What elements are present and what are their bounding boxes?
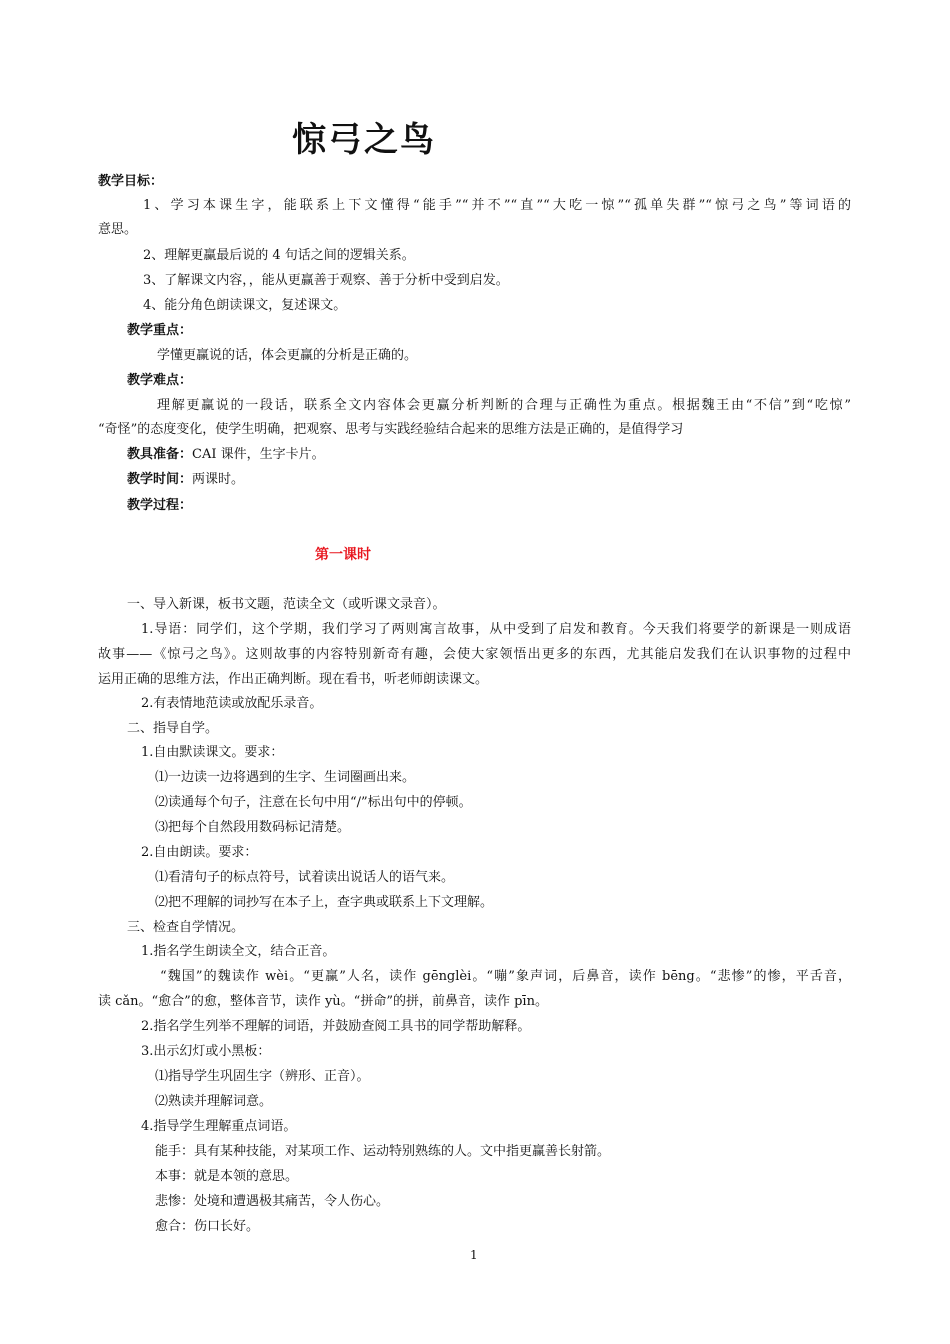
section-2-item-1: 1.自由默读课文。要求： — [141, 745, 284, 760]
teaching-time — [127, 468, 244, 492]
section-1-item-1-line-1: 1.导语：同学们，这个学期，我们学习了两则寓言故事，从中受到了启发和教育。今天我们将要学的新课是一则成语 — [141, 622, 851, 637]
section-1-item-2: 2.有表情地范读或放配乐录音。 — [141, 696, 323, 711]
teaching-aids-value: CAI 课件，生字卡片。 — [192, 447, 325, 462]
pronunciation-line-2: 读 cǎn。“愈合”的愈，整体音节，读作 yù。“拼命”的拼，前鼻音，读作 pīn。 — [98, 994, 548, 1009]
section-2-heading: 二、指导自学。 — [127, 721, 219, 736]
objective-4: 4、能分角色朗读课文，复述课文。 — [143, 298, 347, 313]
section-2-item-2-a: ⑴看清句子的标点符号，试着读出说话人的语气来。 — [155, 870, 455, 885]
teaching-time-value: 两课时。 — [192, 472, 245, 487]
teaching-process-heading: 教学过程： — [127, 498, 193, 513]
section-3-item-1: 1.指名学生朗读全文，结合正音。 — [141, 944, 336, 959]
section-2-item-1-c: ⑶把每个自然段用数码标记清楚。 — [155, 820, 351, 835]
page-number: 1 — [470, 1248, 478, 1262]
section-1-item-1-line-2: 故事——《惊弓之鸟》。这则故事的内容特别新奇有趣，会使大家领悟出更多的东西，尤其能启发我们在认识事物的过程中 — [98, 647, 851, 662]
section-2-item-2-b: ⑵把不理解的词抄写在本子上，查字典或联系上下文理解。 — [155, 895, 494, 910]
objective-1-line-2: 意思。 — [98, 222, 138, 237]
lesson-title: 第一课时 — [315, 547, 371, 563]
teaching-aids — [127, 443, 325, 467]
key-point-text: 学懂更赢说的话，体会更赢的分析是正确的。 — [157, 348, 418, 363]
word-definition-3: 悲惨：处境和遭遇极其痛苦，令人伤心。 — [155, 1194, 390, 1209]
section-2-item-2: 2.自由朗读。要求： — [141, 845, 258, 860]
section-3-heading: 三、检查自学情况。 — [127, 920, 245, 935]
objective-2: 2、理解更赢最后说的 4 句话之间的逻辑关系。 — [143, 248, 415, 263]
section-3-item-4: 4.指导学生理解重点词语。 — [141, 1119, 297, 1134]
pronunciation-line-1: “魏国”的魏读作 wèi。“更赢”人名，读作 gēnglèi。“嘣”象声词，后鼻音，读作 bēng。“悲惨”的惨，平舌音， — [160, 969, 851, 984]
section-3-item-3-b: ⑵熟读并理解词意。 — [155, 1094, 273, 1109]
section-2-item-1-a: ⑴一边读一边将遇到的生字、生词圈画出来。 — [155, 770, 416, 785]
difficulty-line-1: 理解更赢说的一段话，联系全文内容体会更赢分析判断的合理与正确性为重点。根据魏王由“不信”到“吃惊” — [157, 398, 851, 413]
section-3-item-2: 2.指名学生列举不理解的词语，并鼓励查阅工具书的同学帮助解释。 — [141, 1019, 531, 1034]
section-3-item-3-a: ⑴指导学生巩固生字（辨形、正音）。 — [155, 1069, 370, 1084]
difficulty-heading: 教学难点： — [127, 373, 193, 388]
document-title: 惊弓之鸟 — [292, 120, 436, 160]
section-3-item-3: 3.出示幻灯或小黑板： — [141, 1044, 271, 1059]
word-definition-2: 本事：就是本领的意思。 — [155, 1169, 299, 1184]
word-definition-4: 愈合：伤口长好。 — [155, 1219, 260, 1234]
objectives-heading: 教学目标： — [98, 174, 164, 189]
word-definition-1: 能手：具有某种技能，对某项工作、运动特别熟练的人。文中指更赢善长射箭。 — [155, 1144, 611, 1159]
difficulty-line-2: “奇怪”的态度变化，使学生明确，把观察、思考与实践经验结合起来的思维方法是正确的，是值得学习 — [98, 422, 684, 437]
section-2-item-1-b: ⑵读通每个句子，注意在长句中用“/”标出句中的停顿。 — [155, 795, 472, 810]
objective-3: 3、了解课文内容，，能从更赢善于观察、善于分析中受到启发。 — [143, 273, 509, 288]
section-1-item-1-line-3: 运用正确的思维方法，作出正确判断。现在看书，听老师朗读课文。 — [98, 672, 489, 687]
section-1-heading: 一、导入新课，板书文题，范读全文（或听课文录音）。 — [127, 597, 446, 612]
teaching-aids-label: 教具准备： — [127, 447, 193, 462]
teaching-time-label: 教学时间： — [127, 472, 193, 487]
objective-1-line-1: 1、学习本课生字，能联系上下文懂得“能手”“并不”“直”“大吃一惊”“孤单失群”“惊弓之鸟”等词语的 — [143, 198, 851, 213]
key-point-heading: 教学重点： — [127, 323, 193, 338]
